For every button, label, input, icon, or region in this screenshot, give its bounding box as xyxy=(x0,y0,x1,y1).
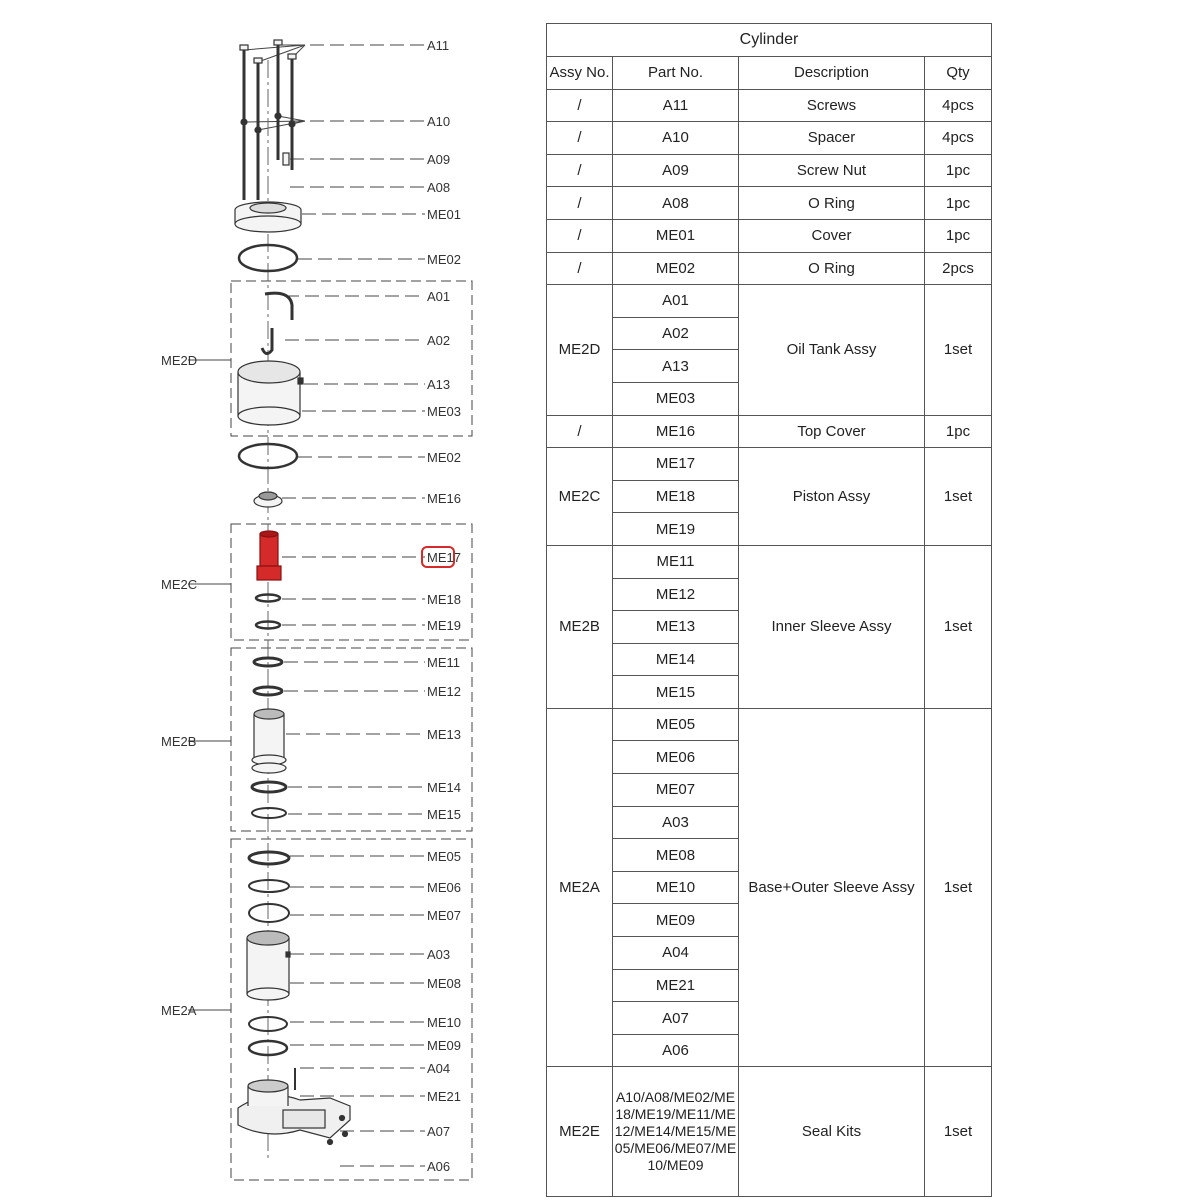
header-description: Description xyxy=(739,57,925,90)
desc-cell: O Ring xyxy=(739,187,925,220)
table-row xyxy=(547,448,992,481)
callout-label: ME02 xyxy=(427,252,461,267)
header-part-no: Part No. xyxy=(613,57,739,90)
callout-label: ME14 xyxy=(427,780,461,795)
callout-label: A01 xyxy=(427,289,451,304)
outer-sleeve-icon xyxy=(247,931,290,1000)
group-label: ME2D xyxy=(161,353,198,368)
table-row xyxy=(547,122,992,155)
part-cell: A04 xyxy=(613,937,739,970)
qty-cell: 1set xyxy=(925,708,992,1067)
desc-cell: Screws xyxy=(739,89,925,122)
base-icon xyxy=(238,1068,350,1145)
table-row xyxy=(547,89,992,122)
qty-cell: 4pcs xyxy=(925,89,992,122)
pipe-icon xyxy=(265,293,292,320)
callout-label: ME21 xyxy=(427,1089,461,1104)
desc-cell: Seal Kits xyxy=(739,1067,925,1197)
table-header-row xyxy=(547,57,992,90)
part-cell: ME03 xyxy=(613,382,739,415)
part-cell: A03 xyxy=(613,806,739,839)
table-row xyxy=(547,187,992,220)
part-cell: A02 xyxy=(613,317,739,350)
desc-cell: Piston Assy xyxy=(739,448,925,546)
assy-cell: ME2E xyxy=(547,1067,613,1197)
assy-cell: / xyxy=(547,154,613,187)
callout-label: ME11 xyxy=(427,655,460,670)
assy-cell: / xyxy=(547,89,613,122)
cover-icon xyxy=(235,202,301,232)
qty-cell: 2pcs xyxy=(925,252,992,285)
callout-label: ME05 xyxy=(427,849,461,864)
qty-cell: 1set xyxy=(925,448,992,546)
table-row xyxy=(547,285,992,318)
table-row xyxy=(547,545,992,578)
callout-label: A11 xyxy=(427,38,450,53)
callout-label: A02 xyxy=(427,333,451,348)
oil-tank-icon xyxy=(238,361,303,425)
table-row xyxy=(547,1067,992,1197)
callout-label: A09 xyxy=(427,152,451,167)
desc-cell: Inner Sleeve Assy xyxy=(739,545,925,708)
callout-label: ME13 xyxy=(427,727,461,742)
part-cell: ME02 xyxy=(613,252,739,285)
callout-label: ME01 xyxy=(427,207,461,222)
part-cell: A07 xyxy=(613,1002,739,1035)
qty-cell: 1pc xyxy=(925,415,992,448)
callout-label: A04 xyxy=(427,1061,451,1076)
part-cell: ME06 xyxy=(613,741,739,774)
callout-label: A08 xyxy=(427,180,451,195)
assy-cell: ME2C xyxy=(547,448,613,546)
part-cell: A10 xyxy=(613,122,739,155)
part-cell: ME19 xyxy=(613,513,739,546)
qty-cell: 1pc xyxy=(925,187,992,220)
assy-cell: ME2A xyxy=(547,708,613,1067)
part-cell: ME11 xyxy=(613,545,739,578)
callout-label: A07 xyxy=(427,1124,451,1139)
assy-cell: / xyxy=(547,415,613,448)
part-cell: ME21 xyxy=(613,969,739,1002)
part-cell: ME15 xyxy=(613,676,739,709)
part-cell: A08 xyxy=(613,187,739,220)
part-cell: ME16 xyxy=(613,415,739,448)
desc-cell: Spacer xyxy=(739,122,925,155)
part-cell: ME01 xyxy=(613,219,739,252)
leader-line xyxy=(244,121,305,122)
callout-label: ME19 xyxy=(427,618,461,633)
top-cover-icon xyxy=(254,492,282,507)
part-cell: A13 xyxy=(613,350,739,383)
callout-label: ME08 xyxy=(427,976,461,991)
part-cell: ME18 xyxy=(613,480,739,513)
screw-nut-icon xyxy=(283,153,289,165)
ring-icon xyxy=(249,852,289,864)
callout-label: ME03 xyxy=(427,404,461,419)
header-qty: Qty xyxy=(925,57,992,90)
exploded-view-diagram xyxy=(0,0,540,1200)
table-row xyxy=(547,219,992,252)
qty-cell: 1set xyxy=(925,1067,992,1197)
header-assy-no: Assy No. xyxy=(547,57,613,90)
assy-cell: ME2D xyxy=(547,285,613,415)
callout-label: A10 xyxy=(427,114,451,129)
part-cell: A06 xyxy=(613,1034,739,1067)
callout-label: ME09 xyxy=(427,1038,461,1053)
callout-label: ME02 xyxy=(427,450,461,465)
part-cell: A11 xyxy=(613,89,739,122)
desc-cell: Top Cover xyxy=(739,415,925,448)
table-title: Cylinder xyxy=(547,24,992,57)
ring-icon xyxy=(252,808,286,818)
part-cell: ME10 xyxy=(613,871,739,904)
callout-label: ME17 xyxy=(427,550,461,565)
part-cell: ME13 xyxy=(613,611,739,644)
group-label: ME2C xyxy=(161,577,198,592)
part-cell: A09 xyxy=(613,154,739,187)
part-cell: ME08 xyxy=(613,839,739,872)
table-row xyxy=(547,708,992,741)
inner-sleeve-icon xyxy=(252,709,286,773)
leader-line xyxy=(244,45,305,50)
qty-cell: 4pcs xyxy=(925,122,992,155)
callout-label: ME18 xyxy=(427,592,461,607)
qty-cell: 1set xyxy=(925,545,992,708)
callout-label: ME07 xyxy=(427,908,461,923)
desc-cell: O Ring xyxy=(739,252,925,285)
qty-cell: 1set xyxy=(925,285,992,415)
assy-cell: / xyxy=(547,252,613,285)
callout-label: ME12 xyxy=(427,684,461,699)
callout-label: A13 xyxy=(427,377,451,392)
part-cell: ME09 xyxy=(613,904,739,937)
qty-cell: 1pc xyxy=(925,219,992,252)
table-row xyxy=(547,154,992,187)
piston-icon xyxy=(257,531,281,580)
group-label: ME2A xyxy=(161,1003,197,1018)
assy-cell: / xyxy=(547,219,613,252)
part-cell: ME07 xyxy=(613,774,739,807)
group-label: ME2B xyxy=(161,734,197,749)
callout-label: ME10 xyxy=(427,1015,461,1030)
leader-line xyxy=(258,45,305,62)
callout-label: ME06 xyxy=(427,880,461,895)
ring-icon xyxy=(249,880,289,892)
part-cell: ME12 xyxy=(613,578,739,611)
part-cell: A10/A08/ME02/ME18/ME19/ME11/ME12/ME14/ME15/ME05/ME06/ME07/ME10/ME09 xyxy=(613,1067,739,1197)
part-cell: ME14 xyxy=(613,643,739,676)
part-cell: ME17 xyxy=(613,448,739,481)
assy-cell: ME2B xyxy=(547,545,613,708)
callout-label: ME16 xyxy=(427,491,461,506)
parts-table xyxy=(546,23,992,1197)
desc-cell: Cover xyxy=(739,219,925,252)
assy-cell: / xyxy=(547,187,613,220)
table-row xyxy=(547,415,992,448)
callout-label: A06 xyxy=(427,1159,451,1174)
desc-cell: Oil Tank Assy xyxy=(739,285,925,415)
part-cell: A01 xyxy=(613,285,739,318)
desc-cell: Screw Nut xyxy=(739,154,925,187)
hook-icon xyxy=(262,328,272,354)
table-row xyxy=(547,252,992,285)
ring-icon xyxy=(252,782,286,792)
callout-label: A03 xyxy=(427,947,451,962)
o-ring-icon xyxy=(249,904,289,922)
assy-cell: / xyxy=(547,122,613,155)
part-cell: ME05 xyxy=(613,708,739,741)
desc-cell: Base+Outer Sleeve Assy xyxy=(739,708,925,1067)
qty-cell: 1pc xyxy=(925,154,992,187)
callout-label: ME15 xyxy=(427,807,461,822)
